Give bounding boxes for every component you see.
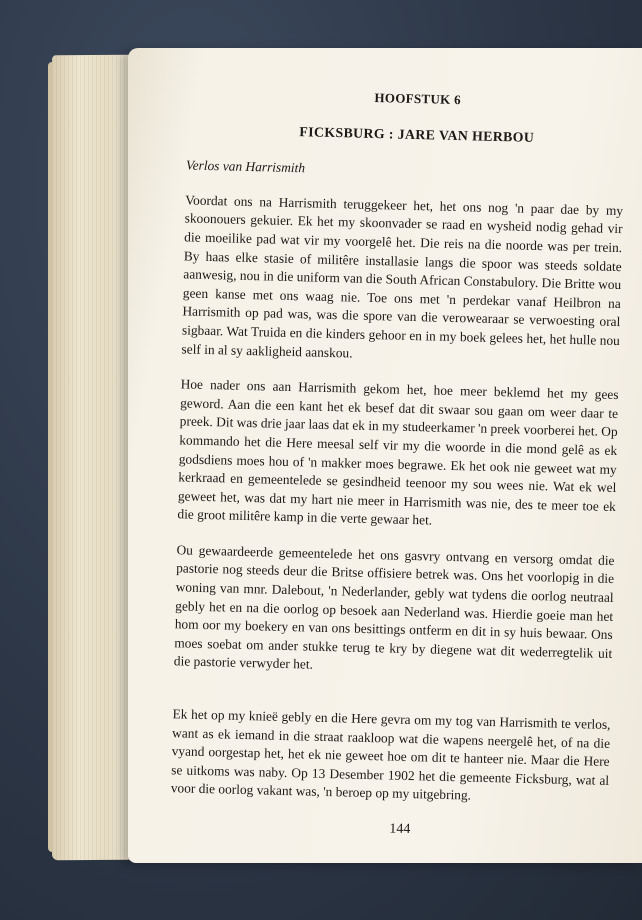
chapter-label: HOOFSTUK 6	[374, 90, 462, 108]
page-number: 144	[389, 821, 411, 838]
chapter-title: FICKSBURG : JARE VAN HERBOU	[299, 123, 535, 145]
page-text	[152, 84, 626, 845]
paragraph: Ou gewaardeerde gemeentelede het ons gasvry ontvang en versorg omdat die pastorie nog steeds deur die Britse offisiere betrek was. Ons het voorlopig in die woning van mnr. Dalebout, 'n Nederlander, gebly wat tydens die oorlog neutraal gebly het en na die oorlog op besoek aan Nederland was. Hierdie goeie man het hom oor my boekery en van ons besittings ontferm en dit in sy huis bewaar. Ons moes soebat om ander stukke terug te kry by diegene wat dit wederregtelik uit die pastorie verwyder het.	[173, 542, 615, 673]
paragraph: Ek het op my knieë gebly en die Here gevra om my tog van Harrismith te verlos, want as ek iemand in die straat raakloop wat die wapens neergelê het, of na die vyand oorgestap het, het ek nie geweet hoe om dit te hanteer nie. Maar die Here se uitkoms was naby. Op 13 Desember 1902 het die gemeente Ficksburg, wat al voor die oorlog vakant was, 'n beroep op my uitgebring.	[170, 706, 611, 803]
paragraph: Voordat ons na Harrismith teruggekeer het, het ons nog 'n paar dae by my skoonouers gekuier. Ek het my skoonvader se raad en wysheid nodig gehad vir die moeilike pad wat vir my voorgelê het. Die reis na die noorde was per trein. By haas elke stasie of militêre installasie langs die spoor was steeds soldate aanwesig, nou in die uniform van die South African Constabulory. Die Britte wou geen kanse met ons waag nie. Toe ons met 'n perdekar vanaf Heilbron na Harrismith op pad was, was die spore van die verowearaar se verwoesting oral sigbaar. Wat Truida en die kinders gehoor en in my boek gelees het, het hulle nou self in al sy aakligheid aanskou.	[181, 192, 624, 361]
section-heading: Verlos van Harrismith	[185, 157, 306, 176]
paragraph: Hoe nader ons aan Harrismith gekom het, hoe meer beklemd het my gees geword. Aan die een kant het ek besef dat dit swaar sou gaan om weer daar te preek. Dit was drie jaar laas dat ek in my studeerkamer 'n preek voorberei het. Op kommando het die Here meesal self vir my die woorde in die mond gelê as ek godsdiens moes hou of 'n makker moes begrawe. Ek het ook nie geweet wat my kerkraad en gemeentelede se gesindheid teenoor my sou wees nie. Wat ek wel geweet het, was dat my hart nie meer in Harrismith was nie, des te meer toe ek die groot militêre kamp in die verte gewaar het.	[177, 376, 619, 528]
